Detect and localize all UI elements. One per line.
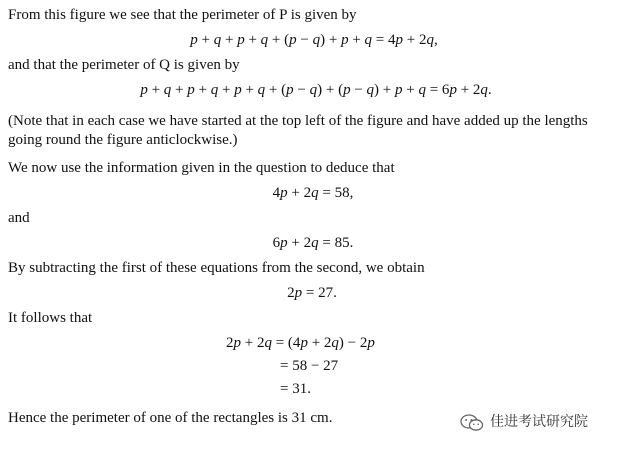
equation-2p: 2p = 27. xyxy=(287,285,337,301)
wechat-icon xyxy=(460,414,484,432)
equation-aligned-line-3: = 31. xyxy=(280,381,311,397)
text-and: and xyxy=(8,210,30,226)
equation-aligned-line-1: 2p + 2q = (4p + 2q) − 2p xyxy=(226,335,375,351)
text-conclusion: Hence the perimeter of one of the rectangles is 31 cm. xyxy=(8,410,333,426)
text-note: (Note that in each case we have started at the top left of the figure and have added up the lengths going round the figure anticlockwise.) xyxy=(8,113,588,148)
equation-perimeter-p: p + q + p + q + (p − q) + p + q = 4p + 2q, xyxy=(190,32,438,48)
equation-6p-2q: 6p + 2q = 85. xyxy=(272,235,354,251)
equation-4p-2q: 4p + 2q = 58, xyxy=(272,185,354,201)
aligned-equations xyxy=(8,334,614,403)
solution-document xyxy=(8,6,614,428)
text-perimeter-q-intro: and that the perimeter of Q is given by xyxy=(8,57,240,73)
equation-perimeter-q: p + q + p + q + p + q + (p − q) + (p − q) + p + q = 6p + 2q. xyxy=(140,82,492,98)
text-subtracting: By subtracting the first of these equations from the second, we obtain xyxy=(8,260,425,276)
text-perimeter-p-intro: From this figure we see that the perimeter of P is given by xyxy=(8,7,357,23)
text-it-follows: It follows that xyxy=(8,310,93,326)
watermark xyxy=(460,413,588,432)
watermark-text: 佳进考试研究院 xyxy=(490,414,588,430)
text-use-information: We now use the information given in the question to deduce that xyxy=(8,160,395,176)
equation-aligned-line-2: = 58 − 27 xyxy=(280,358,339,374)
